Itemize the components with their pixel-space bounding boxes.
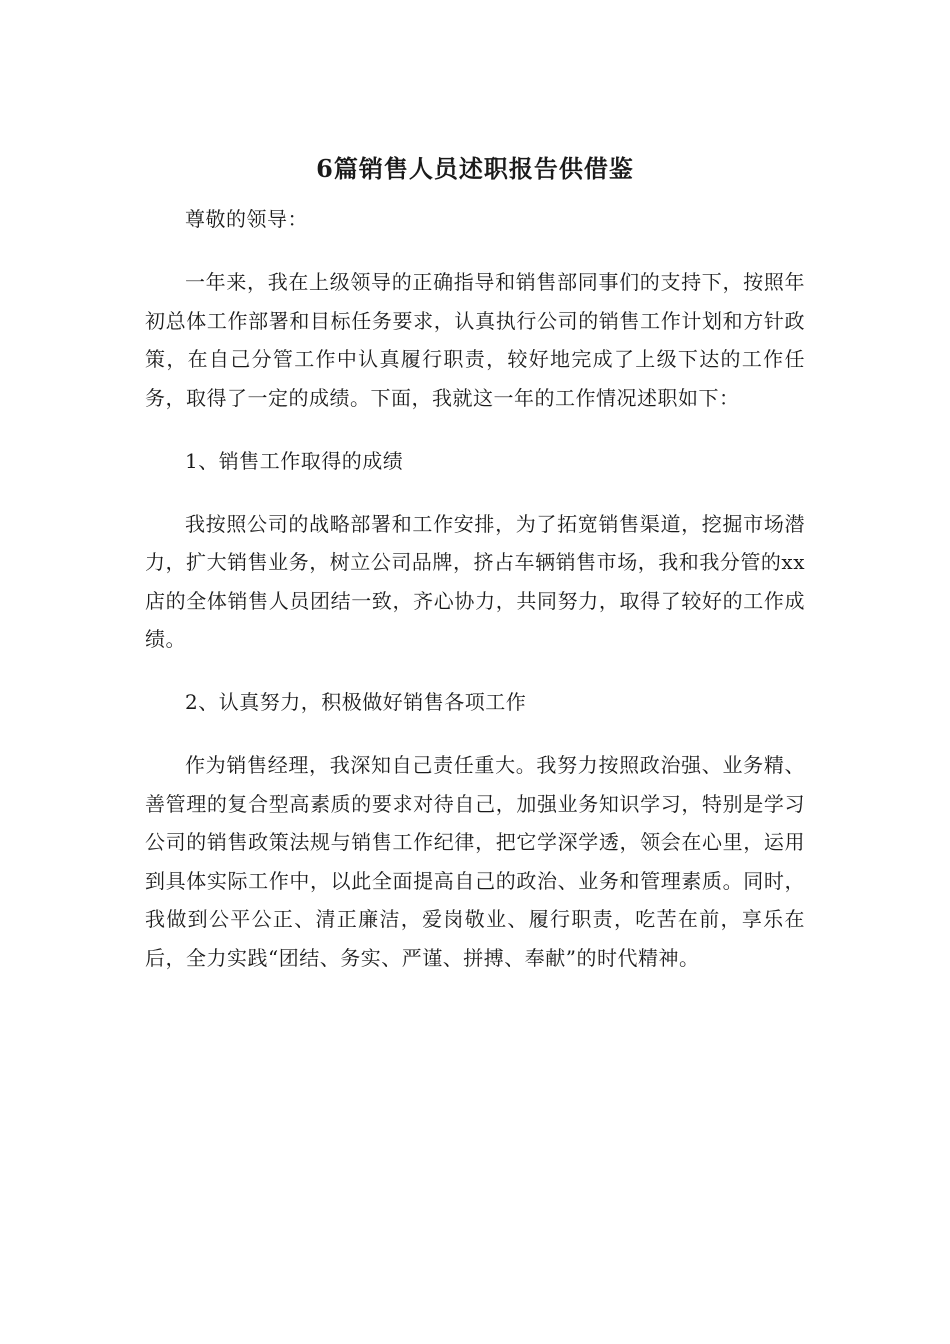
section-1-paragraph: 我按照公司的战略部署和工作安排，为了拓宽销售渠道，挖掘市场潜力，扩大销售业务，树立公司品牌，挤占车辆销售市场，我和我分管的xx店的全体销售人员团结一致，齐心协力，共同努力，取得了较好的工作成绩。 <box>145 511 805 651</box>
intro-paragraph: 一年来，我在上级领导的正确指导和销售部同事们的支持下，按照年初总体工作部署和目标任务要求，认真执行公司的销售工作计划和方针政策，在自己分管工作中认真履行职责，较好地完成了上级下达的工作任务，取得了一定的成绩。下面，我就这一年的工作情况述职如下： <box>145 270 805 410</box>
section-heading-1: 1、销售工作取得的成绩 <box>185 448 404 473</box>
document-body <box>145 200 805 977</box>
salutation: 尊敬的领导： <box>185 207 308 231</box>
document-title: 6篇销售人员述职报告供借鉴 <box>316 154 634 184</box>
section-heading-2: 2、认真努力，积极做好销售各项工作 <box>185 690 527 714</box>
section-2-paragraph: 作为销售经理，我深知自己责任重大。我努力按照政治强、业务精、善管理的复合型高素质的要求对待自己，加强业务知识学习，特别是学习公司的销售政策法规与销售工作纪律，把它学深学透，领会在心里，运用到具体实际工作中，以此全面提高自己的政治、业务和管理素质。同时，我做到公平公正、清正廉洁，爱岗敬业、履行职责，吃苦在前，享乐在后，全力实践“团结、务实、严谨、拼搏、奉献”的时代精神。 <box>145 753 805 970</box>
